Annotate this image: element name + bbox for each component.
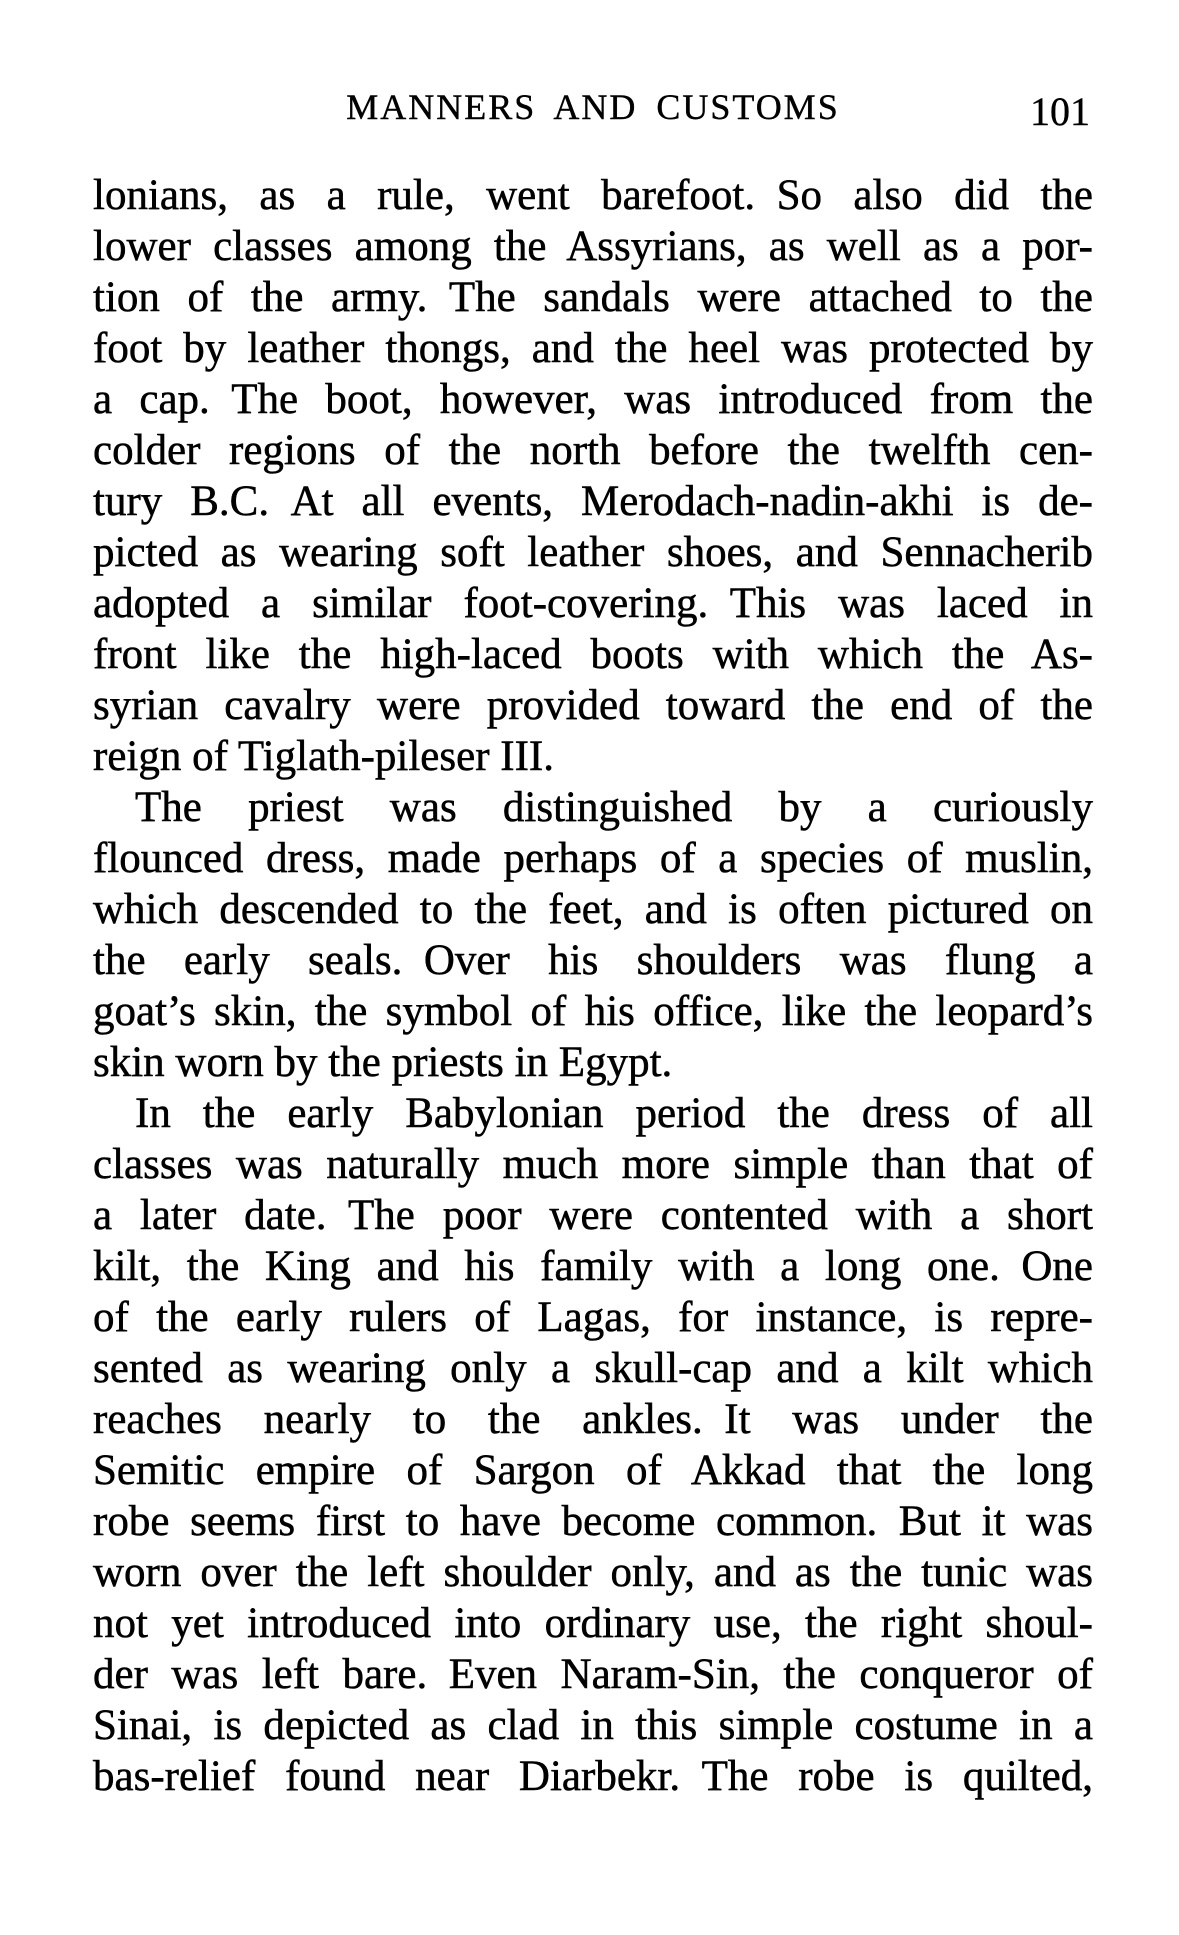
text-line: worn over the left shoulder only, and as the tunic was (93, 1549, 1093, 1596)
text-line: goat’s skin, the symbol of his office, like the leopard’s (93, 988, 1093, 1035)
text-line: In the early Babylonian period the dress of all (135, 1090, 1093, 1137)
text-line: reaches nearly to the ankles. It was under the (93, 1396, 1093, 1443)
text-line: The priest was distinguished by a curiously (135, 784, 1093, 831)
body-text-column (93, 170, 1093, 1802)
text-line: classes was naturally much more simple than that of (93, 1141, 1093, 1188)
text-line: tury B.C. At all events, Merodach-nadin-akhi is de- (93, 478, 1093, 525)
text-line: Sinai, is depicted as clad in this simple costume in a (93, 1702, 1093, 1749)
text-line: skin worn by the priests in Egypt. (93, 1039, 673, 1086)
text-line: tion of the army. The sandals were attached to the (93, 274, 1093, 321)
text-line: lonians, as a rule, went barefoot. So also did the (93, 172, 1093, 219)
text-line: the early seals. Over his shoulders was flung a (93, 937, 1093, 984)
text-line: sented as wearing only a skull-cap and a kilt which (93, 1345, 1093, 1392)
text-line: kilt, the King and his family with a long one. One (93, 1243, 1093, 1290)
text-line: not yet introduced into ordinary use, the right shoul- (93, 1600, 1093, 1647)
text-line: a later date. The poor were contented with a short (93, 1192, 1093, 1239)
text-line: robe seems first to have become common. But it was (93, 1498, 1093, 1545)
page-number: 101 (1030, 89, 1090, 134)
text-line: a cap. The boot, however, was introduced from the (93, 376, 1093, 423)
text-line: lower classes among the Assyrians, as well as a por- (93, 223, 1093, 270)
running-header: MANNERS AND CUSTOMS (346, 87, 840, 127)
text-line: Semitic empire of Sargon of Akkad that the long (93, 1447, 1093, 1494)
text-line: picted as wearing soft leather shoes, and Sennacherib (93, 529, 1093, 576)
text-line: reign of Tiglath-pileser III. (93, 733, 554, 780)
text-line: foot by leather thongs, and the heel was protected by (93, 325, 1093, 372)
text-line: adopted a similar foot-covering. This was laced in (93, 580, 1093, 627)
text-line: flounced dress, made perhaps of a species of muslin, (93, 835, 1093, 882)
text-line: of the early rulers of Lagas, for instance, is repre- (93, 1294, 1093, 1341)
text-line: der was left bare. Even Naram-Sin, the conqueror of (93, 1651, 1093, 1698)
text-line: which descended to the feet, and is often pictured on (93, 886, 1093, 933)
text-line: front like the high-laced boots with which the As- (93, 631, 1093, 678)
text-line: bas-relief found near Diarbekr. The robe is quilted, (93, 1753, 1093, 1800)
text-line: colder regions of the north before the twelfth cen- (93, 427, 1093, 474)
text-line: syrian cavalry were provided toward the end of the (93, 682, 1093, 729)
